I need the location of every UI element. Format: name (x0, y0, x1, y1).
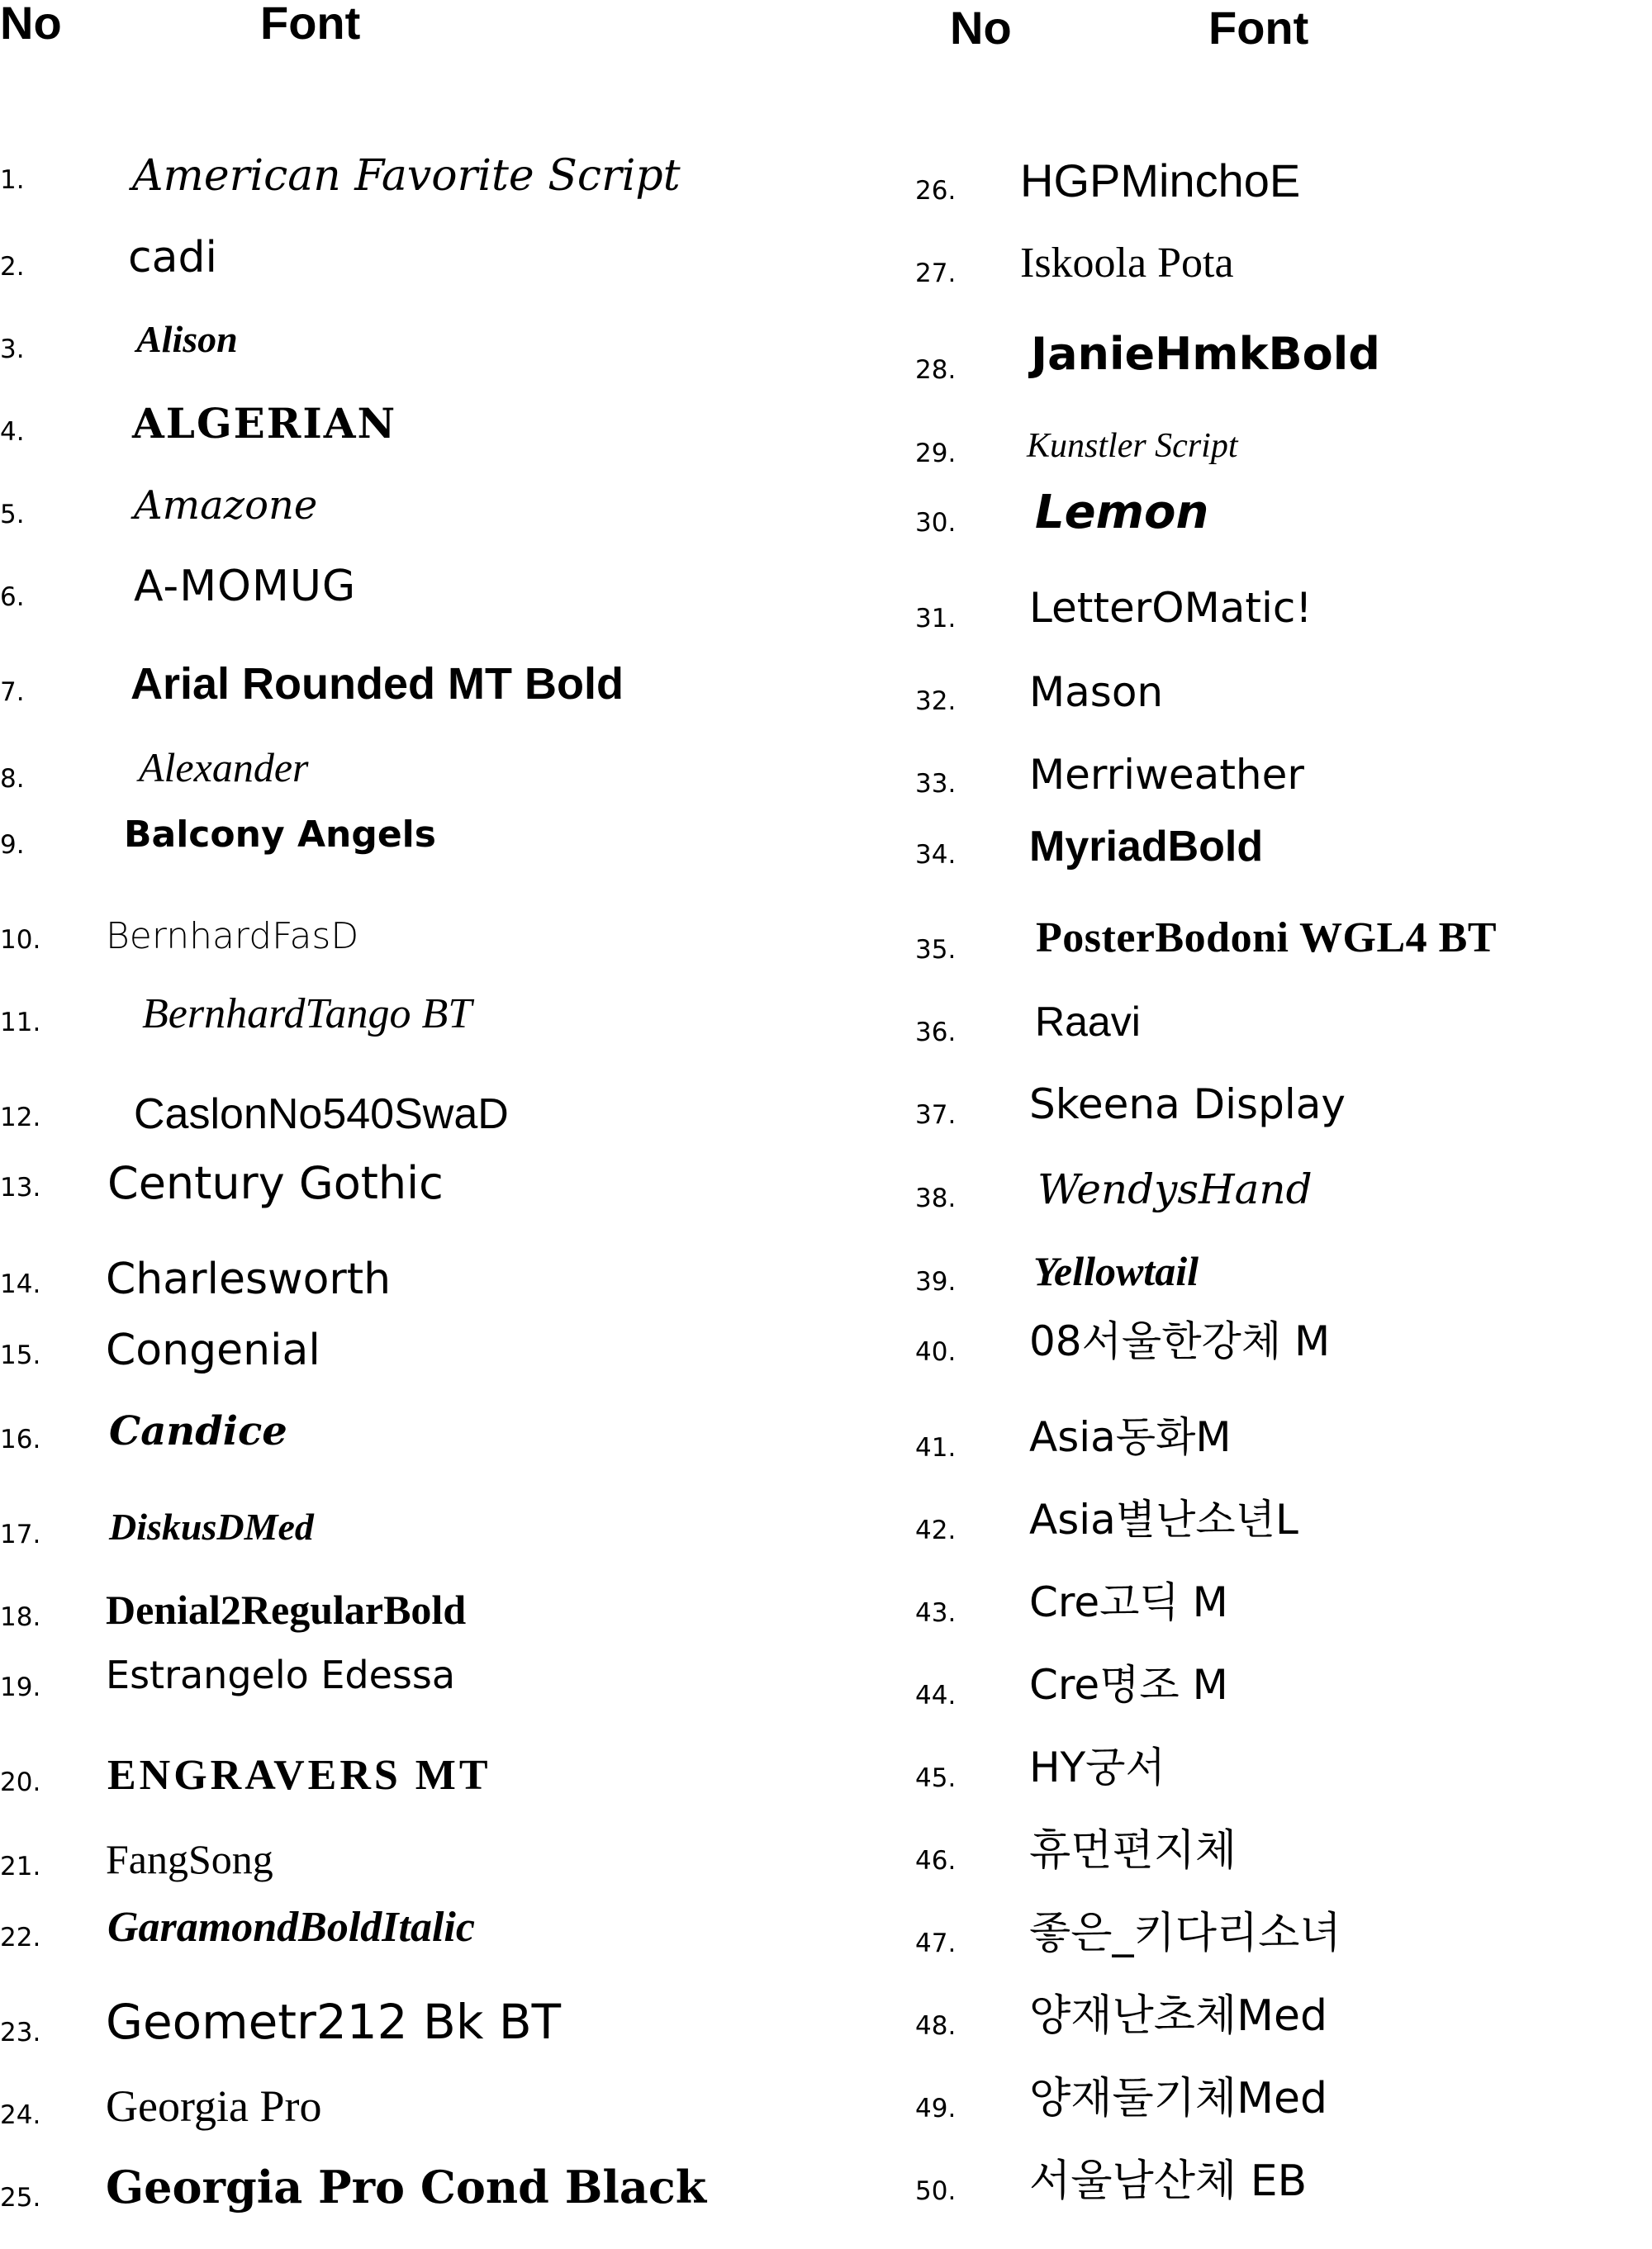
entry-number: 6. (0, 582, 25, 612)
entry-number: 26. (915, 176, 957, 206)
entry-number: 11. (0, 1008, 41, 1037)
font-name: Amazone (134, 482, 318, 529)
entry-number: 37. (915, 1100, 957, 1130)
entry-number: 29. (915, 439, 957, 468)
entry-number: 44. (915, 1681, 957, 1710)
font-name: Charlesworth (106, 1255, 392, 1304)
entry-number: 18. (0, 1602, 41, 1632)
font-name: Candice (109, 1408, 287, 1454)
font-name: Arial Rounded MT Bold (131, 659, 624, 709)
font-name: BernhardFasD (106, 915, 359, 957)
entry-number: 36. (915, 1018, 957, 1047)
font-name: 양재둘기체Med (1029, 2074, 1328, 2123)
font-name: ENGRAVERS MT (107, 1752, 491, 1799)
entry-number: 38. (915, 1184, 957, 1213)
font-name: DiskusDMed (109, 1506, 314, 1548)
entry-number: 5. (0, 500, 25, 529)
entry-number: 20. (0, 1767, 41, 1797)
font-name: 08서울한강체 M (1029, 1317, 1331, 1365)
font-name: Alexander (139, 744, 309, 790)
entry-number: 49. (915, 2094, 957, 2123)
font-name: PosterBodoni WGL4 BT (1036, 914, 1498, 961)
font-name: 휴먼편지체 (1029, 1826, 1237, 1876)
font-name: Cre명조 M (1029, 1661, 1228, 1709)
entry-number: 24. (0, 2100, 41, 2130)
font-name: WendysHand (1037, 1165, 1313, 1213)
font-name: Geometr212 Bk BT (106, 1994, 562, 2050)
left-font-header: Font (260, 0, 361, 49)
entry-number: 47. (915, 1929, 957, 1958)
font-name: Kunstler Script (1027, 427, 1238, 465)
font-name: Asia별난소년L (1029, 1496, 1298, 1544)
font-name: 양재난초체Med (1029, 1991, 1328, 2041)
font-name: Alison (136, 318, 238, 360)
entry-number: 7. (0, 677, 25, 707)
font-name: MyriadBold (1029, 823, 1264, 871)
font-name: Georgia Pro Cond Black (106, 2161, 707, 2213)
entry-number: 9. (0, 830, 25, 860)
entry-number: 46. (915, 1846, 957, 1876)
entry-number: 43. (915, 1598, 957, 1628)
entry-number: 19. (0, 1673, 41, 1702)
entry-number: 40. (915, 1337, 957, 1367)
font-name: cadi (128, 233, 217, 282)
font-name: BernhardTango BT (142, 990, 472, 1037)
font-name: FangSong (106, 1836, 273, 1882)
font-name: Merriweather (1029, 751, 1304, 799)
entry-number: 48. (915, 2011, 957, 2041)
font-name: Denial2RegularBold (106, 1587, 467, 1633)
entry-number: 22. (0, 1923, 41, 1952)
entry-number: 23. (0, 2018, 41, 2047)
entry-number: 41. (915, 1433, 957, 1463)
font-name: Century Gothic (107, 1157, 444, 1209)
font-name: Raavi (1035, 999, 1141, 1045)
font-name: HGPMinchoE (1020, 154, 1301, 206)
right-no-header: No (950, 2, 1012, 54)
font-name: Cre고딕 M (1029, 1578, 1228, 1626)
entry-number: 32. (915, 686, 957, 716)
entry-number: 1. (0, 165, 25, 195)
font-name: Estrangelo Edessa (106, 1653, 456, 1697)
font-name: 서울남산체 EB (1029, 2156, 1308, 2206)
font-name: LetterOMatic! (1029, 584, 1313, 632)
font-name: Lemon (1035, 486, 1209, 539)
entry-number: 16. (0, 1425, 41, 1454)
entry-number: 45. (915, 1763, 957, 1793)
entry-number: 15. (0, 1340, 41, 1370)
font-name: A-MOMUG (134, 562, 357, 611)
entry-number: 21. (0, 1852, 41, 1881)
entry-number: 17. (0, 1520, 41, 1549)
font-name: Yellowtail (1033, 1248, 1199, 1294)
entry-number: 2. (0, 252, 25, 282)
font-name: CaslonNo540SwaD (134, 1090, 509, 1138)
entry-number: 13. (0, 1173, 41, 1203)
font-name: Asia동화M (1029, 1413, 1232, 1461)
font-name: GaramondBoldItalic (107, 1904, 475, 1951)
font-name: 좋은_키다리소녀 (1029, 1909, 1341, 1958)
font-name: ALGERIAN (132, 399, 397, 448)
font-name: HY궁서 (1029, 1744, 1165, 1791)
entry-number: 3. (0, 335, 25, 364)
entry-number: 8. (0, 764, 25, 794)
font-name: Iskoola Pota (1020, 240, 1234, 287)
entry-number: 14. (0, 1269, 41, 1299)
entry-number: 4. (0, 417, 25, 447)
font-name: Balcony Angels (124, 814, 436, 856)
font-name: Mason (1029, 668, 1164, 716)
entry-number: 27. (915, 259, 957, 288)
entry-number: 33. (915, 769, 957, 799)
font-name: American Favorite Script (132, 151, 681, 201)
left-no-header: No (0, 0, 62, 49)
font-name: Congenial (106, 1326, 320, 1375)
entry-number: 12. (0, 1103, 41, 1132)
entry-number: 35. (915, 935, 957, 965)
entry-number: 25. (0, 2183, 41, 2213)
entry-number: 30. (915, 508, 957, 538)
entry-number: 34. (915, 840, 957, 870)
right-font-header: Font (1208, 2, 1309, 54)
entry-number: 10. (0, 925, 41, 955)
font-name: Skeena Display (1029, 1080, 1346, 1128)
font-name: Georgia Pro (106, 2081, 322, 2131)
entry-number: 28. (915, 355, 957, 385)
entry-number: 39. (915, 1267, 957, 1297)
font-name: JanieHmkBold (1031, 328, 1380, 380)
entry-number: 50. (915, 2176, 957, 2206)
entry-number: 42. (915, 1516, 957, 1545)
entry-number: 31. (915, 604, 957, 633)
